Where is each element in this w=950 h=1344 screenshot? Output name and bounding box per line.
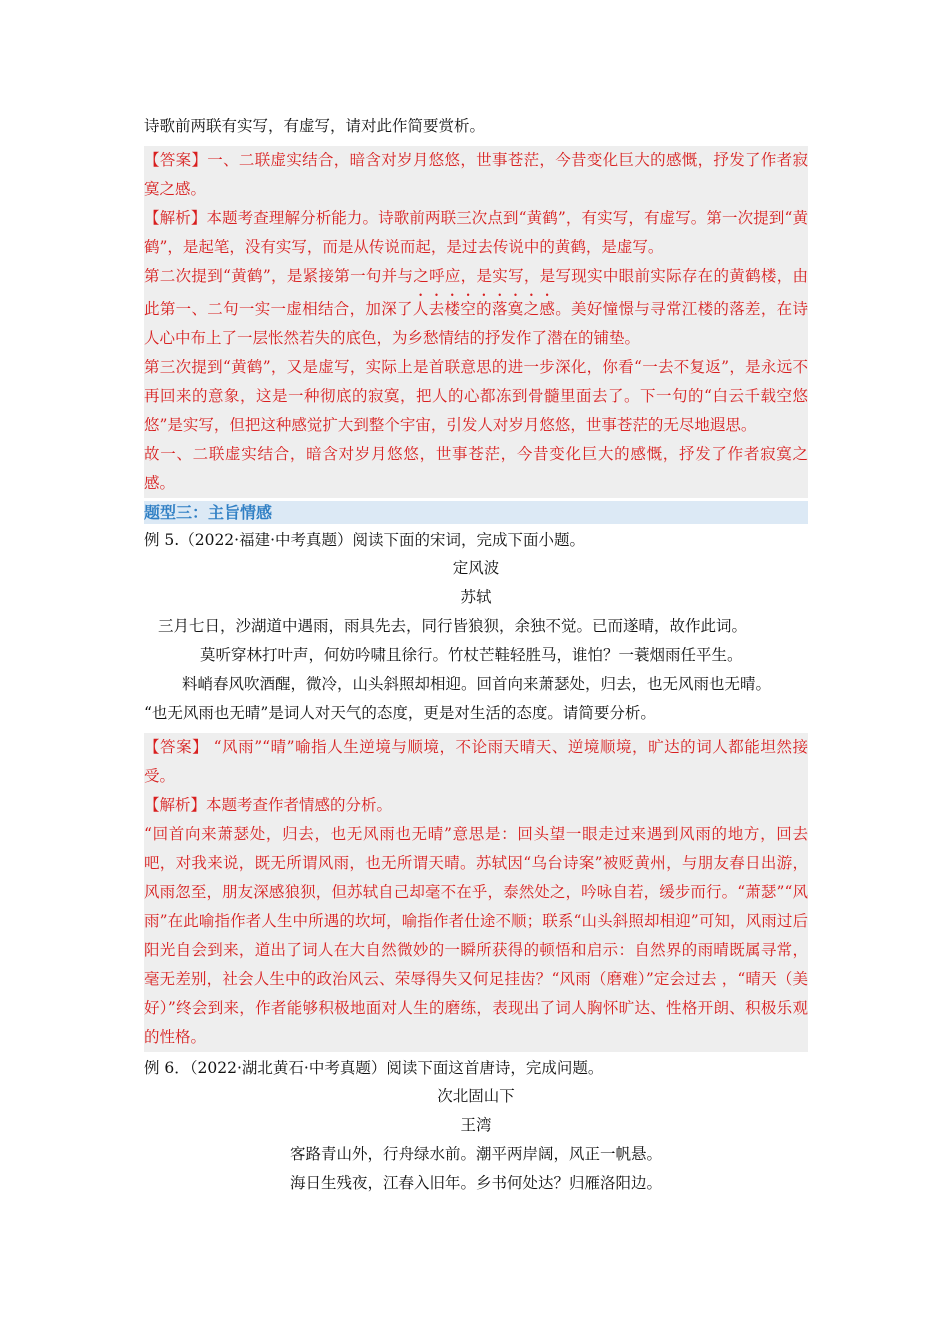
example-5-question: “也无风雨也无晴”是词人对天气的态度，更是对生活的态度。请简要分析。 <box>144 704 656 722</box>
poem-title-5: 定风波 <box>452 559 500 577</box>
poem-line-5-1: 莫听穿林打叶声，何妨吟啸且徐行。竹杖芒鞋轻胜马，谁怕？一蓑烟雨任平生。 <box>200 646 743 664</box>
poem-line-6-2: 海日生残夜，江春入旧年。乡书何处达？归雁洛阳边。 <box>289 1174 662 1192</box>
poem-line-6-1: 客路青山外，行舟绿水前。潮平两岸阔，风正一帆悬。 <box>289 1145 662 1163</box>
analysis-5-head: 【解析】本题考查作者情感的分析。 <box>144 796 393 814</box>
answer-5: 【答案】 “风雨”“晴”喻指人生逆境与顺境，不论雨天晴天、逆境顺境，旷达的词人都能坦然接受。 <box>144 738 808 785</box>
example-6-intro: 例 6．（2022·湖北黄石·中考真题）阅读下面这首唐诗，完成问题。 <box>144 1059 604 1077</box>
example-5-intro: 例 5.（2022·福建·中考真题）阅读下面的宋词，完成下面小题。 <box>144 531 586 549</box>
answer-1: 【答案】一、二联虚实结合，暗含对岁月悠悠，世事苍茫，今昔变化巨大的感慨，抒发了作者寂寞之感。 <box>144 151 808 198</box>
poem-author-6: 王湾 <box>460 1116 492 1134</box>
analysis-5-body: “回首向来萧瑟处，归去，也无风雨也无晴”意思是：回头望一眼走过来遇到风雨的地方，回去吧，对我来说，既无所谓风雨，也无所谓天晴。苏轼因“乌台诗案”被贬黄州，与朋友春日出游，风雨忽至，朋友深感狼狈，但苏轼自己却毫不在乎，泰然处之，吟咏自若，缓步而行。“萧瑟”“风雨”在此喻指作者人生中所遇的坎坷，喻指作者仕途不顺；联系“山头斜照却相迎”可知，风雨过后阳光自会到来，道出了词人在大自然微妙的一瞬所获得的顿悟和启示：自然界的雨晴既属寻常，毫无差别，社会人生中的政治风云、荣辱得失又何足挂齿？“风雨（磨难）”定会过去 ，“晴天（美好）”终会到来，作者能够积极地面对人生的磨练，表现出了词人胸怀旷达、性格开朗、积极乐观的性格。 <box>144 825 808 1046</box>
question-prev: 诗歌前两联有实写，有虚写，请对此作简要赏析。 <box>144 117 486 135</box>
analysis-1-p1: 【解析】本题考查理解分析能力。诗歌前两联三次点到“黄鹤”，有实写，有虚写。第一次提到“黄鹤”，是起笔，没有实写，而是从传说而起，是过去传说中的黄鹤，是虚写。 <box>144 209 808 256</box>
section-heading: 题型三：主旨情感 <box>144 501 808 524</box>
page-content <box>144 112 808 1198</box>
answer-block-1 <box>144 146 808 498</box>
answer-block-5 <box>144 733 808 1052</box>
poem-author-5: 苏轼 <box>460 588 492 606</box>
analysis-1-p2-emphasis: 人去楼空的落寞之感 <box>412 300 556 318</box>
analysis-1-p3: 第三次提到“黄鹤”，又是虚写，实际上是首联意思的进一步深化，你看“一去不复返”，是永远不再回来的意象，这是一种彻底的寂寞，把人的心都冻到骨髓里面去了。下一句的“白云千载空悠悠”是实写，但把这种感觉扩大到整个宇宙，引发人对岁月悠悠，世事苍茫的无尽地遐思。 <box>144 358 808 434</box>
analysis-1-p4: 故一、二联虚实结合，暗含对岁月悠悠，世事苍茫，今昔变化巨大的感慨，抒发了作者寂寞之感。 <box>144 445 808 492</box>
analysis-1-p2-b: 。美好憧憬与寻常江楼的落差，在诗人心中布上了一层怅然若失的底色，为乡愁情结的抒发作了潜在的铺垫。 <box>144 300 808 347</box>
analysis-1-p2-a: 第二次提到“黄鹤”，是紧接第一句并与之呼应，是实写，是写现实中眼前实际存在的黄鹤楼，由此第一、二句一实一虚相结合，加深了 <box>144 267 808 318</box>
poem-preface-5: 三月七日，沙湖道中遇雨，雨具先去，同行皆狼狈，余独不觉。已而遂晴，故作此词。 <box>158 617 748 635</box>
poem-line-5-2: 料峭春风吹酒醒，微冷，山头斜照却相迎。回首向来萧瑟处，归去，也无风雨也无晴。 <box>182 675 772 693</box>
poem-title-6: 次北固山下 <box>437 1087 515 1105</box>
analysis-1-p2 <box>144 262 808 353</box>
